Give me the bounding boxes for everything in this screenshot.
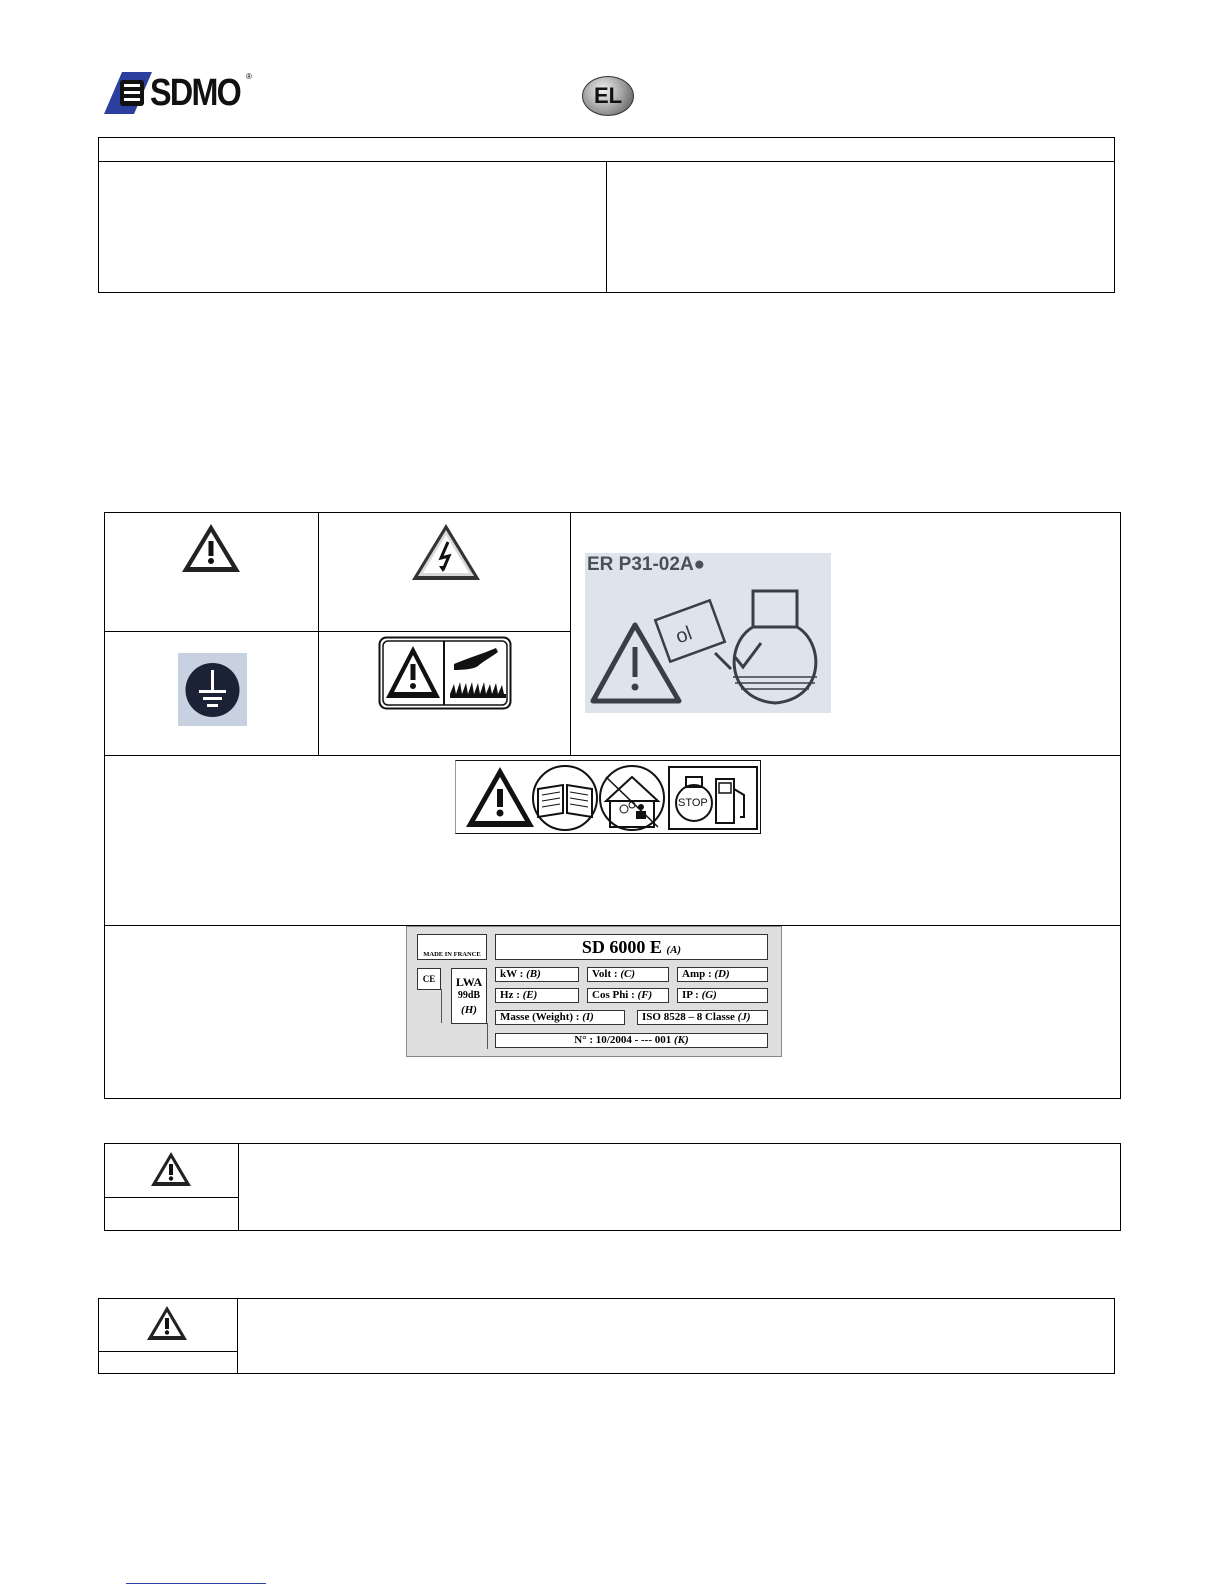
warning-box-1-icon (149, 1150, 193, 1188)
table-col-divider-1 (318, 512, 319, 756)
made-in-france-text: MADE IN FRANCE (423, 951, 481, 958)
mass-label: Masse (Weight) : (500, 1011, 583, 1023)
table-col-divider-2 (570, 512, 571, 756)
iso-field (637, 1010, 768, 1025)
plate-divider-mid (487, 1023, 488, 1049)
stop-text: STOP (678, 797, 708, 809)
hz-label: Hz : (500, 989, 523, 1001)
pictogram-strip-graphic (456, 761, 762, 835)
warning-box-1-divider (238, 1143, 239, 1230)
svg-text:ol: ol (672, 622, 695, 649)
footer-rule (126, 1583, 266, 1584)
amp-label: Amp : (682, 968, 715, 980)
iso-label: ISO 8528 – 8 Classe (642, 1011, 738, 1023)
plate-divider-left (441, 989, 442, 1023)
registered-mark: ® (246, 72, 252, 81)
pictogram-strip (455, 760, 761, 834)
hz-field (495, 988, 579, 1003)
strip-warning-icon (466, 767, 534, 827)
warning-box-1 (104, 1143, 1121, 1231)
mass-ref: (I) (582, 1011, 594, 1023)
warning-box-2-row-divider (98, 1351, 238, 1352)
lwa-label: LWA (455, 975, 483, 989)
oil-level-label (585, 553, 831, 713)
lwa-value: 99dB (457, 990, 481, 1001)
ip-ref: (G) (701, 989, 717, 1001)
lwa-box (451, 968, 487, 1024)
mass-field (495, 1010, 625, 1025)
cos-phi-label: Cos Phi : (592, 989, 638, 1001)
lwa-ref: (H) (461, 1004, 477, 1016)
sdmo-brand-text: SDMO (150, 72, 241, 114)
warning-box-2-icon (145, 1304, 189, 1342)
hz-ref: (E) (522, 989, 538, 1001)
made-in-france-box (417, 934, 487, 960)
earth-ground-icon (178, 653, 247, 726)
ip-label: IP : (682, 989, 702, 1001)
header-table-col-divider (606, 161, 607, 292)
table-row-divider-2 (104, 755, 1121, 756)
general-warning-icon (180, 522, 242, 574)
hot-surface-warning-icon (378, 636, 512, 710)
serial-field (495, 1033, 768, 1048)
cos-phi-ref: (F) (637, 989, 653, 1001)
volt-label: Volt : (592, 968, 621, 980)
kw-label: kW : (500, 968, 527, 980)
volt-ref: (C) (620, 968, 635, 980)
oil-label-code: ER P31-02A● (587, 554, 706, 575)
model-text: SD 6000 E (581, 937, 662, 957)
warning-box-1-row-divider (104, 1197, 239, 1198)
sdmo-logo (104, 70, 254, 116)
language-badge-text: EL (593, 83, 623, 108)
cos-phi-field (587, 988, 669, 1003)
electric-hazard-icon (410, 522, 482, 582)
rating-plate (406, 926, 782, 1057)
model-box (495, 934, 768, 960)
table-row-divider-1 (104, 631, 571, 632)
exhaust-fumes-icon (600, 766, 664, 830)
earth-ground-label (178, 653, 247, 726)
amp-ref: (D) (714, 968, 730, 980)
language-badge (582, 76, 634, 116)
warning-box-2 (98, 1298, 1115, 1374)
ce-mark-box (417, 968, 441, 990)
volt-field (587, 967, 669, 982)
kw-field (495, 967, 579, 982)
warning-box-2-divider (237, 1298, 238, 1373)
ce-mark-text: CE (422, 974, 436, 984)
serial-ref: (K) (674, 1034, 689, 1046)
serial-label: N° : 10/2004 - --- 001 (574, 1034, 675, 1046)
iso-ref: (J) (737, 1011, 751, 1023)
model-ref: (A) (666, 944, 682, 956)
kw-ref: (B) (526, 968, 541, 980)
read-manual-icon (533, 766, 597, 830)
oil-level-diagram-icon (585, 581, 831, 713)
ip-field (677, 988, 768, 1003)
amp-field (677, 967, 768, 982)
